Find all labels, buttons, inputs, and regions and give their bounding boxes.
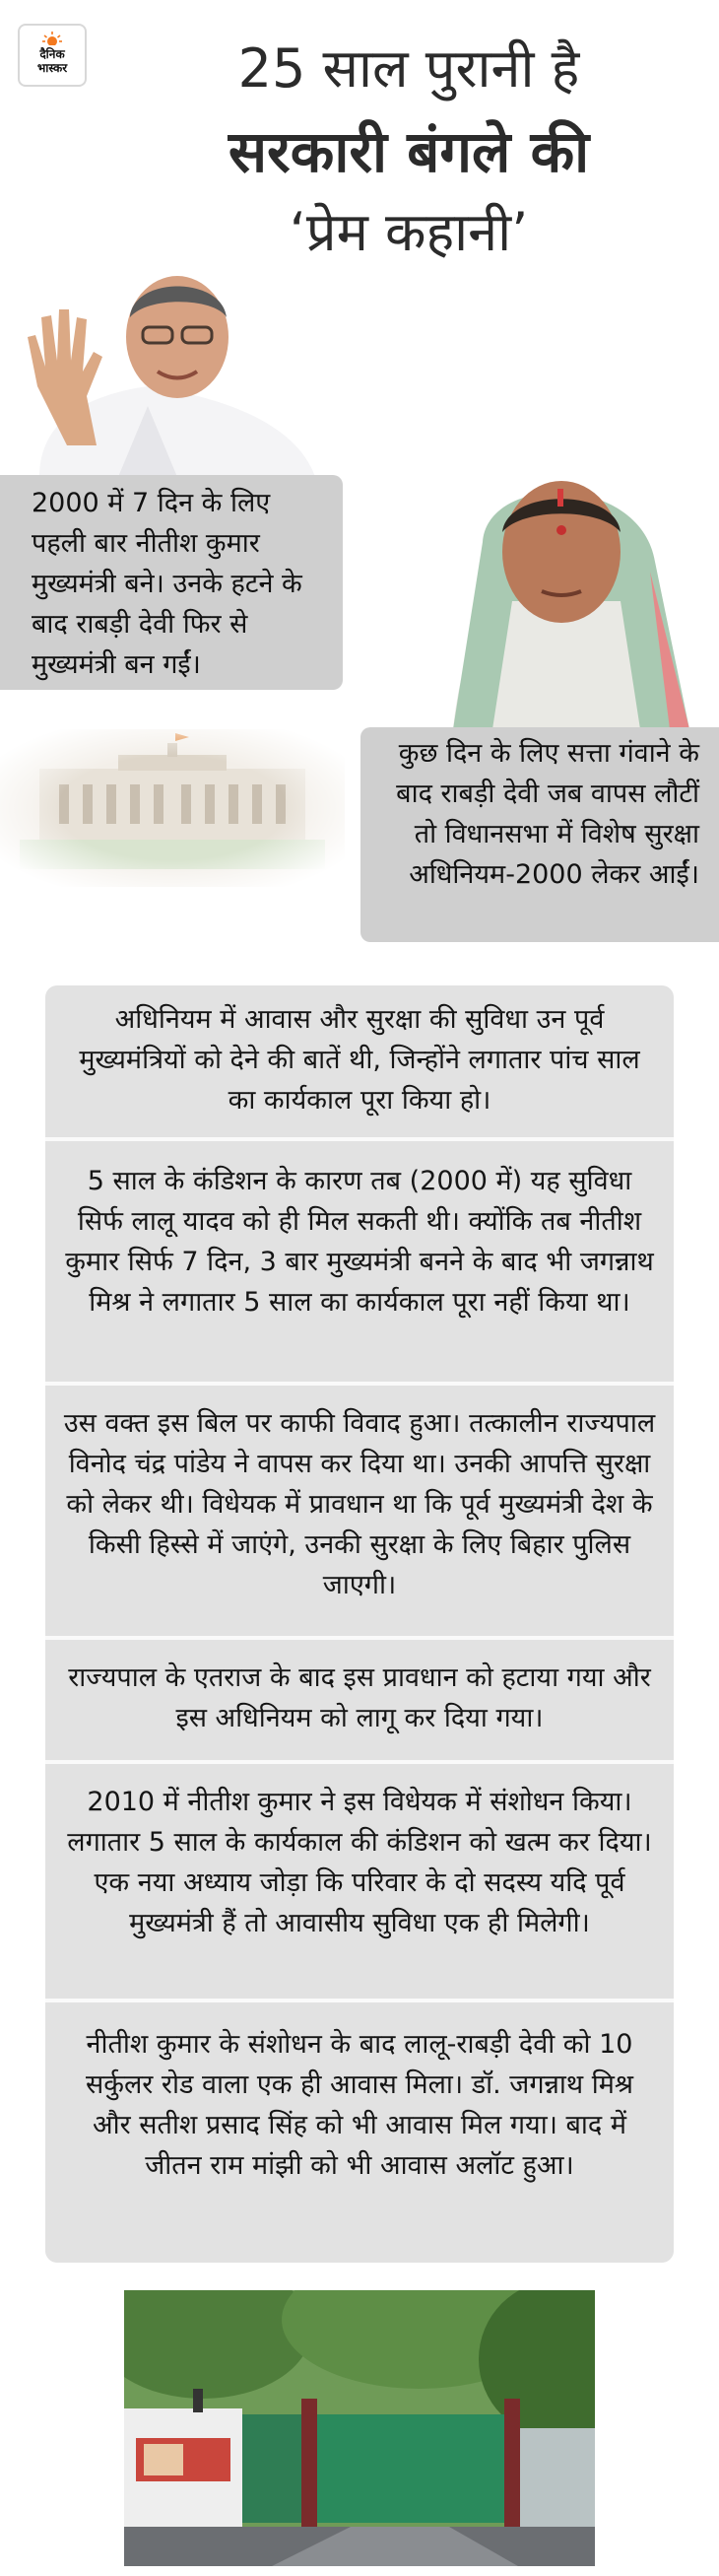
bungalow-gate-photo — [124, 2290, 595, 2566]
title-line3: ‘प्रेम कहानी’ — [289, 201, 529, 263]
title-line2: सरकारी बंगले की — [228, 118, 590, 185]
divider — [45, 1760, 674, 1764]
divider — [45, 1382, 674, 1386]
divider — [45, 1999, 674, 2002]
paragraph-2: 5 साल के कंडिशन के कारण तब (2000 में) यह सुविधा सिर्फ लालू यादव को ही मिल सकती थी। क्योंकि तब नीतीश कुमार सिर्फ 7 दिन, 3 बार मुख्यमंत्री बनने के बाद भी जगन्नाथ मिश्र ने लगातार 5 साल का कार्यकाल पूरा नहीं किया था। — [65, 1166, 654, 1318]
logo-line1: दैनिक — [39, 47, 65, 61]
paragraph-3: उस वक्त इस बिल पर काफी विवाद हुआ। तत्कालीन राज्यपाल विनोद चंद्र पांडेय ने वापस कर दिया था। उनकी आपत्ति सुरक्षा को लेकर थी। विधेयक में प्रावधान था कि पूर्व मुख्यमंत्री देश के किसी हिस्से में जाएंगे, उनकी सुरक्षा के लिए बिहार पुलिस जाएगी। — [63, 1408, 656, 1600]
vidhan-sabha-photo — [0, 729, 345, 887]
logo-line2: भास्कर — [36, 61, 68, 75]
paragraph-1: अधिनियम में आवास और सुरक्षा की सुविधा उन पूर्व मुख्यमंत्रियों को देने की बातें थी, जिन्होंने लगातार पांच साल का कार्यकाल पूरा किया हो। — [79, 1004, 640, 1116]
rabri-devi-photo — [394, 453, 719, 729]
sun-icon — [42, 32, 62, 45]
dainik-bhaskar-logo — [18, 24, 87, 87]
callout-nitish: 2000 में 7 दिन के लिए पहली बार नीतीश कुमार मुख्यमंत्री बने। उनके हटने के बाद राबड़ी देवी फिर से मुख्यमंत्री बन गईं। — [0, 475, 343, 690]
paragraph-6: नीतीश कुमार के संशोधन के बाद लालू-राबड़ी देवी को 10 सर्कुलर रोड वाला एक ही आवास मिला। डॉ. जगन्नाथ मिश्र और सतीश प्रसाद सिंह को भी आवास मिल गया। बाद में जीतन राम मांझी को भी आवास अलॉट हुआ। — [85, 2029, 634, 2181]
nitish-kumar-photo — [0, 258, 335, 477]
paragraph-5: 2010 में नीतीश कुमार ने इस विधेयक में संशोधन किया। लगातार 5 साल के कार्यकाल की कंडिशन को खत्म कर दिया। एक नया अध्याय जोड़ा कि परिवार के दो सदस्य यदि पूर्व मुख्यमंत्री हैं तो आवासीय सुविधा एक ही मिलेगी। — [67, 1787, 652, 1938]
title-line1: 25 साल पुरानी है — [237, 37, 580, 100]
callout-rabri: कुछ दिन के लिए सत्ता गंवाने के बाद राबड़ी देवी जब वापस लौटीं तो विधानसभा में विशेष सुरक्षा अधिनियम-2000 लेकर आईं। — [360, 727, 719, 942]
paragraph-4: राज्यपाल के एतराज के बाद इस प्रावधान को हटाया गया और इस अधिनियम को लागू कर दिया गया। — [68, 1662, 651, 1733]
content-panel — [45, 985, 674, 2263]
divider — [45, 1636, 674, 1640]
divider — [45, 1137, 674, 1141]
